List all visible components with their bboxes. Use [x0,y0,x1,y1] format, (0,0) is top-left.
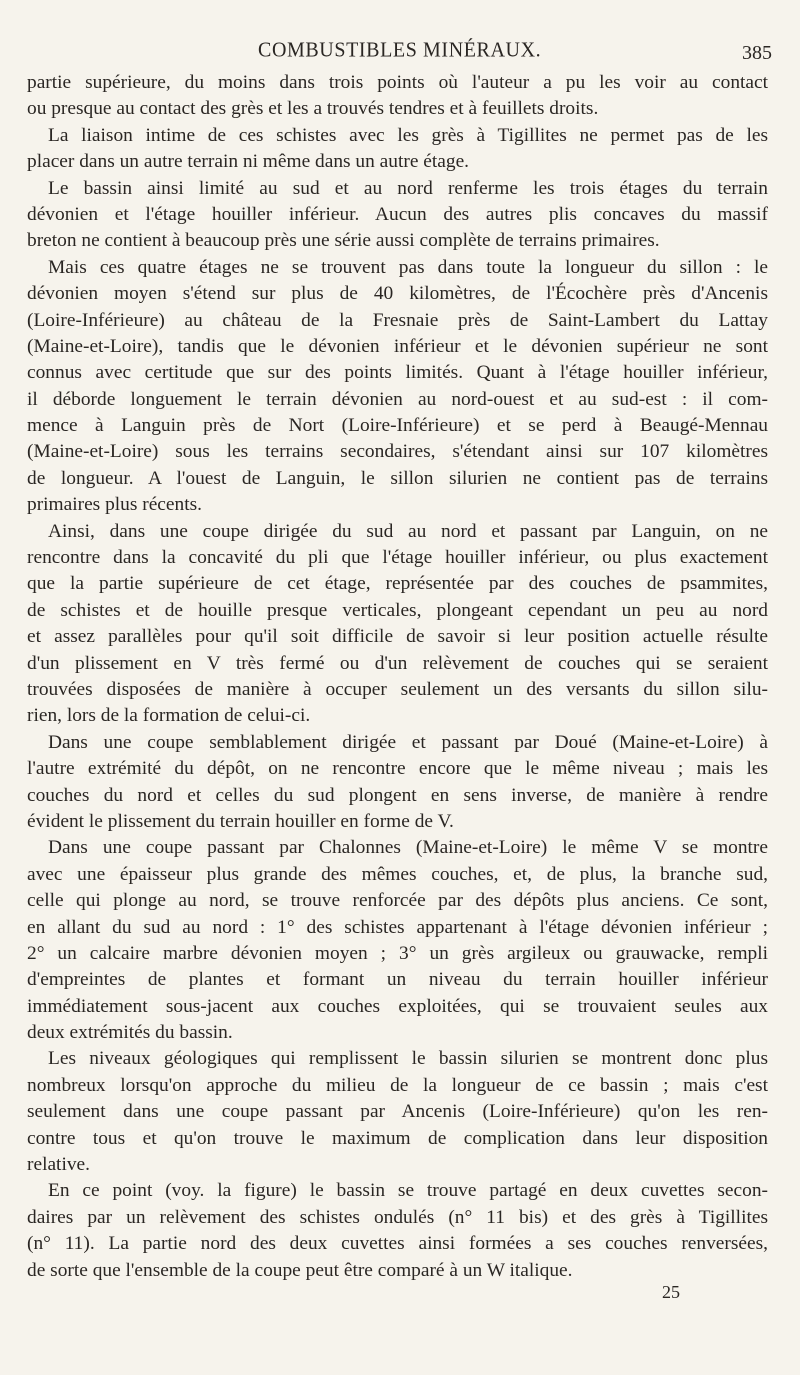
text-line: de schistes et de houille presque verticales, plongeant cependant un peu au nord [27,599,768,621]
text-line: En ce point (voy. la figure) le bassin se trouve partagé en deux cuvettes secon- [48,1180,768,1202]
text-line: Le bassin ainsi limité au sud et au nord renferme les trois étages du terrain [48,177,768,199]
text-line: rien, lors de la formation de celui-ci. [27,705,311,727]
running-title: COMBUSTIBLES MINÉRAUX. [258,38,542,62]
text-line: Dans une coupe semblablement dirigée et passant par Doué (Maine-et-Loire) à [48,731,768,753]
text-line: deux extrémités du bassin. [27,1022,233,1044]
text-line: trouvées disposées de manière à occuper seulement un des versants du sillon silu- [27,678,768,700]
text-line: 2° un calcaire marbre dévonien moyen ; 3° un grès argileux ou grauwacke, rempli [27,942,768,964]
text-line: et assez parallèles pour qu'il soit difficile de savoir si leur position actuelle résulte [27,626,768,648]
text-line: (Maine-et-Loire), tandis que le dévonien inférieur et le dévonien supérieur ne sont [27,335,768,357]
text-line: Dans une coupe passant par Chalonnes (Maine-et-Loire) le même V se montre [48,837,768,859]
text-line: d'un plissement en V très fermé ou d'un relèvement de couches qui se seraient [27,652,768,674]
text-line: que la partie supérieure de cet étage, représentée par des couches de psammites, [27,573,768,595]
text-line: Ainsi, dans une coupe dirigée du sud au nord et passant par Languin, on ne [48,520,768,542]
text-line: en allant du sud au nord : 1° des schistes appartenant à l'étage dévonien inférieur ; [27,916,768,938]
text-line: connus avec certitude que sur des points limités. Quant à l'étage houiller inférieur, [27,362,768,384]
text-line: contre tous et qu'on trouve le maximum de complication dans leur disposition [27,1127,768,1149]
text-line: (n° 11). La partie nord des deux cuvettes ainsi formées a ses couches renversées, [27,1233,768,1255]
page-number: 385 [742,42,772,64]
signature-mark: 25 [662,1282,680,1302]
text-line: il déborde longuement le terrain dévonien au nord-ouest et au sud-est : il com- [27,388,768,410]
text-line: Les niveaux géologiques qui remplissent le bassin silurien se montrent donc plus [48,1048,768,1070]
text-line: daires par un relèvement des schistes ondulés (n° 11 bis) et des grès à Tigillites [27,1206,768,1228]
text-line: de longueur. A l'ouest de Languin, le sillon silurien ne contient pas de terrains [27,467,768,489]
text-line: Mais ces quatre étages ne se trouvent pas dans toute la longueur du sillon : le [48,256,768,278]
text-line: d'empreintes de plantes et formant un niveau du terrain houiller inférieur [27,969,768,991]
text-line: mence à Languin près de Nort (Loire-Inférieure) et se perd à Beaugé-Mennau [27,415,768,437]
text-line: l'autre extrémité du dépôt, on ne rencontre encore que le même niveau ; mais les [27,758,768,780]
text-line: dévonien moyen s'étend sur plus de 40 kilomètres, de l'Écochère près d'Ancenis [27,283,768,305]
body-text [27,70,768,1284]
text-line: (Loire-Inférieure) au château de la Fresnaie près de Saint-Lambert du Lattay [27,309,768,331]
text-line: dévonien et l'étage houiller inférieur. Aucun des autres plis concaves du massif [27,203,768,225]
text-line: primaires plus récents. [27,494,202,516]
text-line: évident le plissement du terrain houiller en forme de V. [27,810,454,832]
text-line: partie supérieure, du moins dans trois points où l'auteur a pu les voir au contact [27,72,768,93]
text-line: avec une épaisseur plus grande des mêmes couches, et, de plus, la branche sud, [27,863,768,885]
text-line: relative. [27,1154,90,1176]
text-line: de sorte que l'ensemble de la coupe peut être comparé à un W italique. [27,1259,573,1281]
text-line: couches du nord et celles du sud plongent en sens inverse, de manière à rendre [27,784,768,806]
text-line: immédiatement sous-jacent aux couches exploitées, qui se trouvaient seules aux [27,995,768,1017]
text-line: placer dans un autre terrain ni même dans un autre étage. [27,151,470,173]
text-line: breton ne contient à beaucoup près une série aussi complète de terrains primaires. [27,230,660,252]
text-line: rencontre dans la concavité du pli que l'étage houiller inférieur, ou plus exactement [27,547,768,569]
text-line: nombreux lorsqu'on approche du milieu de la longueur de ce bassin ; mais c'est [27,1074,768,1096]
text-line: La liaison intime de ces schistes avec les grès à Tigillites ne permet pas de les [48,124,768,146]
text-line: (Maine-et-Loire) sous les terrains secondaires, s'étendant ainsi sur 107 kilomètres [27,441,768,463]
text-line: celle qui plonge au nord, se trouve renforcée par des dépôts plus anciens. Ce sont, [27,890,768,912]
running-header [0,38,800,62]
text-line: ou presque au contact des grès et les a trouvés tendres et à feuillets droits. [27,98,599,120]
text-line: seulement dans une coupe passant par Ancenis (Loire-Inférieure) qu'on les ren- [27,1101,768,1123]
